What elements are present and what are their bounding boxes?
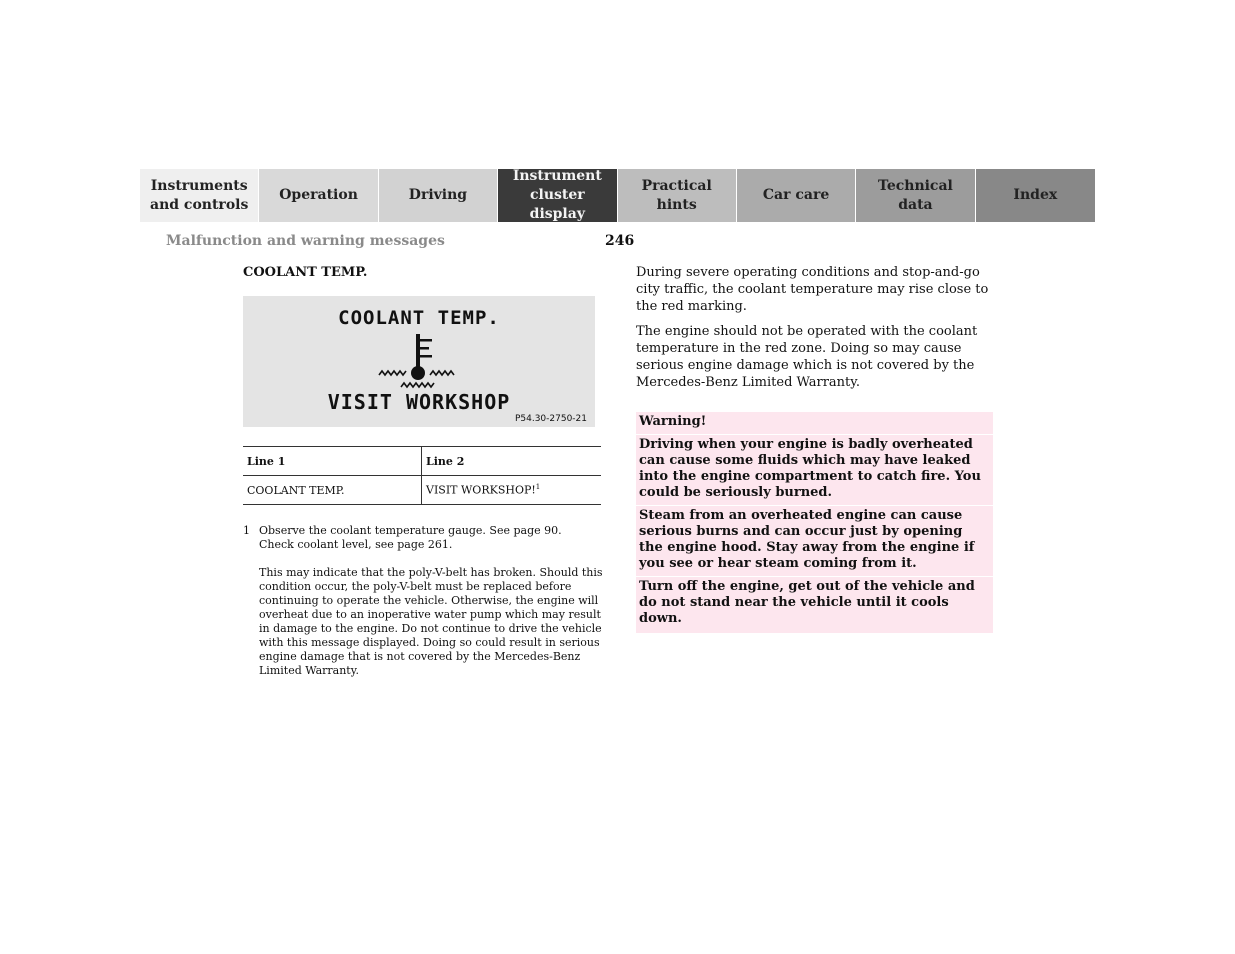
display-line-2: VISIT WORKSHOP [327, 390, 511, 414]
warning-paragraph: Turn off the engine, get out of the vehicle and do not stand near the vehicle until it cools down. [636, 577, 993, 633]
tab-label: Instrument cluster display [512, 168, 602, 222]
tab-label: Index [1013, 187, 1058, 203]
column-header: Line 2 [422, 447, 602, 476]
tab-index[interactable] [976, 169, 1095, 222]
table-cell [422, 476, 602, 505]
warning-paragraph: Driving when your engine is badly overheated can cause some fluids which may have leaked into the engine compartment to catch fire. You could be seriously burned. [636, 435, 993, 506]
column-header: Line 1 [243, 447, 422, 476]
cluster-display-illustration [243, 296, 595, 427]
tab-driving[interactable] [379, 169, 498, 222]
footnote-paragraph: This may indicate that the poly-V-belt has broken. Should this condition occur, the poly-V-belt must be replaced before continuing to operate the vehicle. Otherwise, the engine will overheat due to an inoperative water pump which may result in damage to the engine. Do not continue to drive the vehicle with this message displayed. Doing so could result in serious engine damage that is not covered by the Mercedes-Benz Limited Warranty. [259, 566, 603, 677]
message-table [243, 446, 601, 505]
page-number: 246 [605, 233, 635, 249]
tab-label: Practical hints [641, 177, 712, 213]
chapter-tabs [140, 169, 1095, 222]
footnote [243, 524, 603, 678]
table-header-row [243, 447, 601, 476]
footnote-line: Check coolant level, see page 261. [259, 538, 453, 551]
tab-technical-data[interactable] [856, 169, 975, 222]
tab-label: Driving [408, 187, 468, 203]
warning-paragraph: Steam from an overheated engine can cause serious burns and can occur just by opening the engine hood. Stay away from the engine if you see or hear steam coming from it. [636, 506, 993, 577]
coolant-thermometer-icon [373, 332, 463, 390]
tab-label: Instruments and controls [150, 177, 249, 213]
message-heading: COOLANT TEMP. [243, 265, 368, 280]
body-paragraph: During severe operating conditions and stop-and-go city traffic, the coolant temperature may rise close to the red marking. [636, 265, 989, 314]
footnote-number: 1 [243, 524, 250, 537]
tab-instrument-cluster-display[interactable] [498, 169, 617, 222]
display-line-1: COOLANT TEMP. [338, 307, 500, 329]
table-row [243, 476, 601, 505]
figure-id: P54.30-2750-21 [514, 414, 587, 424]
tab-label: Car care [762, 187, 830, 203]
tab-operation[interactable] [259, 169, 378, 222]
footnote-mark: 1 [535, 483, 541, 492]
tab-car-care[interactable] [737, 169, 856, 222]
tab-instruments-and-controls[interactable] [140, 169, 259, 222]
cell-text: VISIT WORKSHOP! [426, 483, 536, 497]
body-paragraph: The engine should not be operated with the coolant temperature in the red zone. Doing so may cause serious engine damage which is not covered by the Mercedes-Benz Limited Warranty. [636, 324, 978, 390]
tab-practical-hints[interactable] [618, 169, 737, 222]
section-title: Malfunction and warning messages [166, 233, 445, 249]
tab-label: Operation [279, 187, 358, 203]
tab-label: Technical data [878, 177, 953, 213]
warning-title: Warning! [636, 412, 993, 435]
warning-box [636, 412, 993, 633]
table-cell: COOLANT TEMP. [243, 476, 422, 505]
footnote-line: Observe the coolant temperature gauge. See page 90. [259, 524, 562, 537]
